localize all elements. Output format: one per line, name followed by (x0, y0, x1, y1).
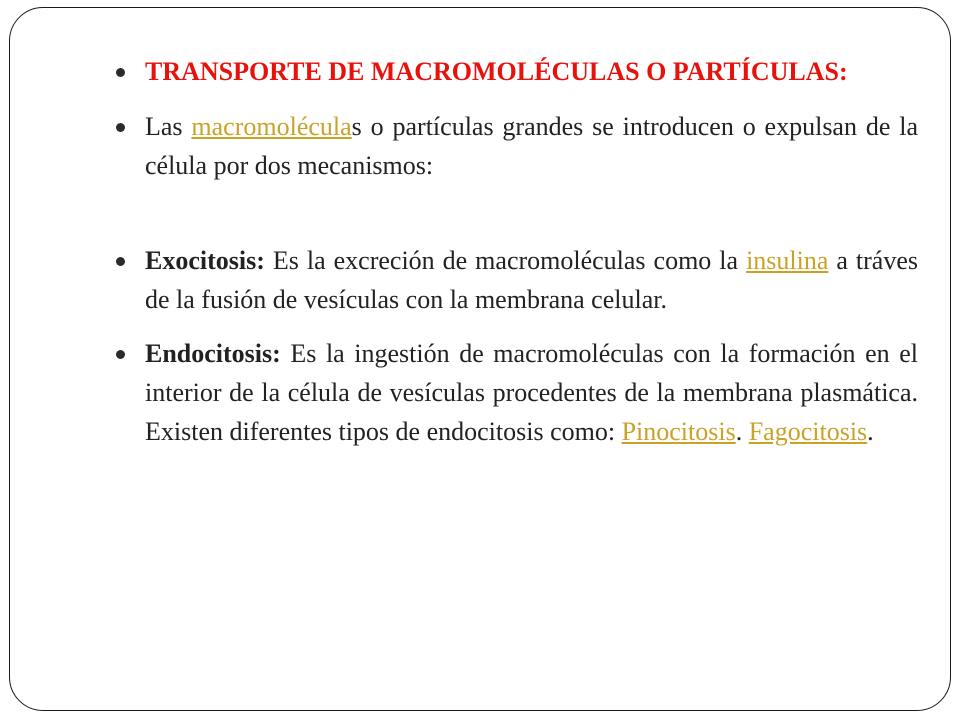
endocitosis-term: Endocitosis: (145, 339, 281, 368)
bullet-dot-icon (116, 123, 125, 132)
link-separator: . (735, 417, 749, 446)
bullet-exocitosis (116, 241, 918, 319)
bullet-dot-icon (116, 350, 125, 359)
intro-text-end: s o partículas grandes se introducen o expulsan de la célula por dos mecanismos: (145, 112, 918, 180)
exocitosis-term: Exocitosis: (145, 246, 265, 275)
slide-content (116, 52, 918, 451)
macromolecula-link[interactable]: macromolécula (191, 112, 352, 141)
intro-text-start: Las (145, 112, 192, 141)
bullet-dot-icon (116, 257, 125, 266)
slide-title: TRANSPORTE DE MACROMOLÉCULAS O PARTÍCULAS: (145, 57, 848, 86)
endocitosis-text: Es la ingestión de macromoléculas con la formación en el interior de la célula de vesículas procedentes de la membrana plasmática. Existen diferentes tipos de endocitosis como: (145, 339, 918, 446)
slide-frame (9, 7, 951, 711)
exocitosis-text-end: a tráves de la fusión de vesículas con la membrana celular. (145, 246, 919, 314)
fagocitosis-link[interactable]: Fagocitosis (748, 417, 868, 446)
pinocitosis-link[interactable]: Pinocitosis (621, 417, 736, 446)
bullet-title (116, 52, 918, 91)
exocitosis-text-start: Es la excreción de macromoléculas como la (264, 246, 747, 275)
bullet-dot-icon (116, 68, 125, 77)
insulina-link[interactable]: insulina (746, 246, 829, 275)
endocitosis-end: . (867, 417, 874, 446)
bullet-intro (116, 107, 918, 185)
bullet-endocitosis (116, 334, 918, 451)
